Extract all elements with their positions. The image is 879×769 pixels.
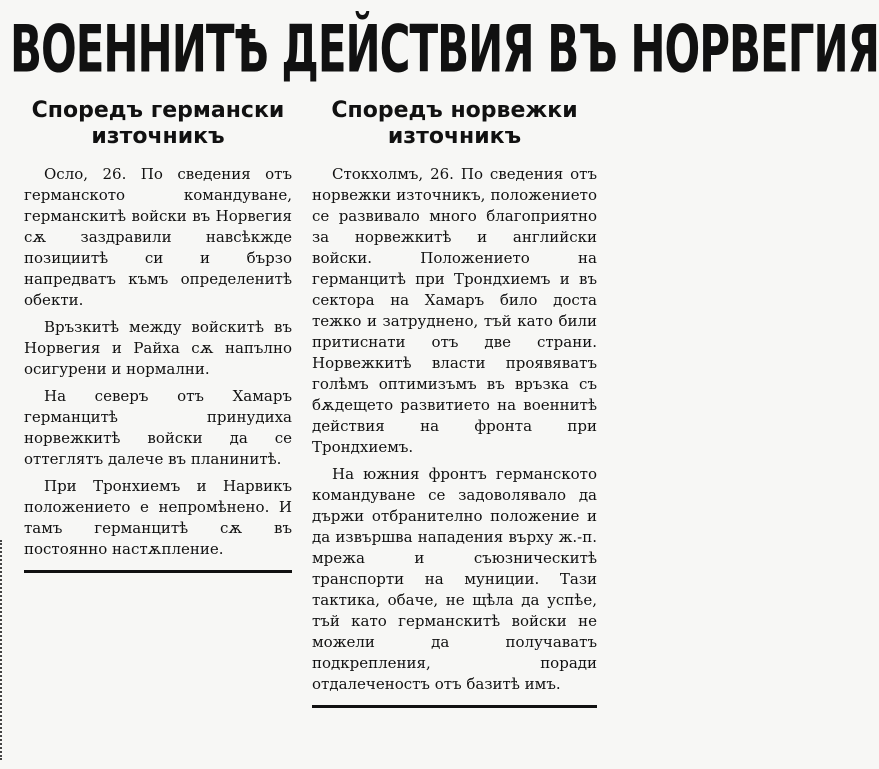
article-paragraph: На южния фронтъ германското командуване се задоволявало да държи отбранително положение и да извършва нападения върху ж.-п. мрежа и съюзническитѣ транспорти на муниции. Тази тактика, обаче, не щѣла да успѣе, тъй като германскитѣ войски не можели да получаватъ подкрепления, поради отдалеченостъ отъ базитѣ имъ. xyxy=(312,465,597,693)
page-headline: ВОЕННИТѢ ДЕЙСТВИЯ ВЪ НОРВЕГИЯ xyxy=(10,11,879,88)
column-end-rule xyxy=(24,570,292,573)
article-paragraph: Връзкитѣ между войскитѣ въ Норвегия и Райха сѫ напълно осигурени и нормални. xyxy=(24,318,292,378)
article-paragraph: На северъ отъ Хамаръ германцитѣ принудиха норвежкитѣ войски да се оттеглятъ далече въ планинитѣ. xyxy=(24,387,292,468)
right-column-subhead: Споредъ норвежки източникъ xyxy=(331,98,578,149)
article-paragraph: При Тронхиемъ и Нарвикъ положението е непромѣнено. И тамъ германцитѣ сѫ въ постоянно настѫпление. xyxy=(24,477,292,558)
right-column xyxy=(312,98,597,708)
article-paragraph: Стокхолмъ, 26. По сведения отъ норвежки източникъ, положението се развивало много благоприятно за норвежкитѣ и английски войски. Положението на германцитѣ при Трондхиемъ и въ сектора на Хамаръ било доста тежко и затруднено, тъй като били притиснати отъ две страни. Норвежкитѣ власти проявяватъ голѣмъ оптимизъмъ въ връзка съ бѫдещето развитието на военнитѣ действия на фронта при Трондхиемъ. xyxy=(312,165,597,456)
left-column xyxy=(24,98,292,573)
article-paragraph: Осло, 26. По сведения отъ германското командуване, германскитѣ войски въ Норвегия сѫ заздравили навсѣкжде позициитѣ си и бързо напредватъ къмъ определенитѣ обекти. xyxy=(24,165,292,309)
left-column-subhead: Споредъ германски източникъ xyxy=(31,98,285,149)
column-end-rule xyxy=(312,705,597,708)
page-edge-dots xyxy=(0,540,4,760)
